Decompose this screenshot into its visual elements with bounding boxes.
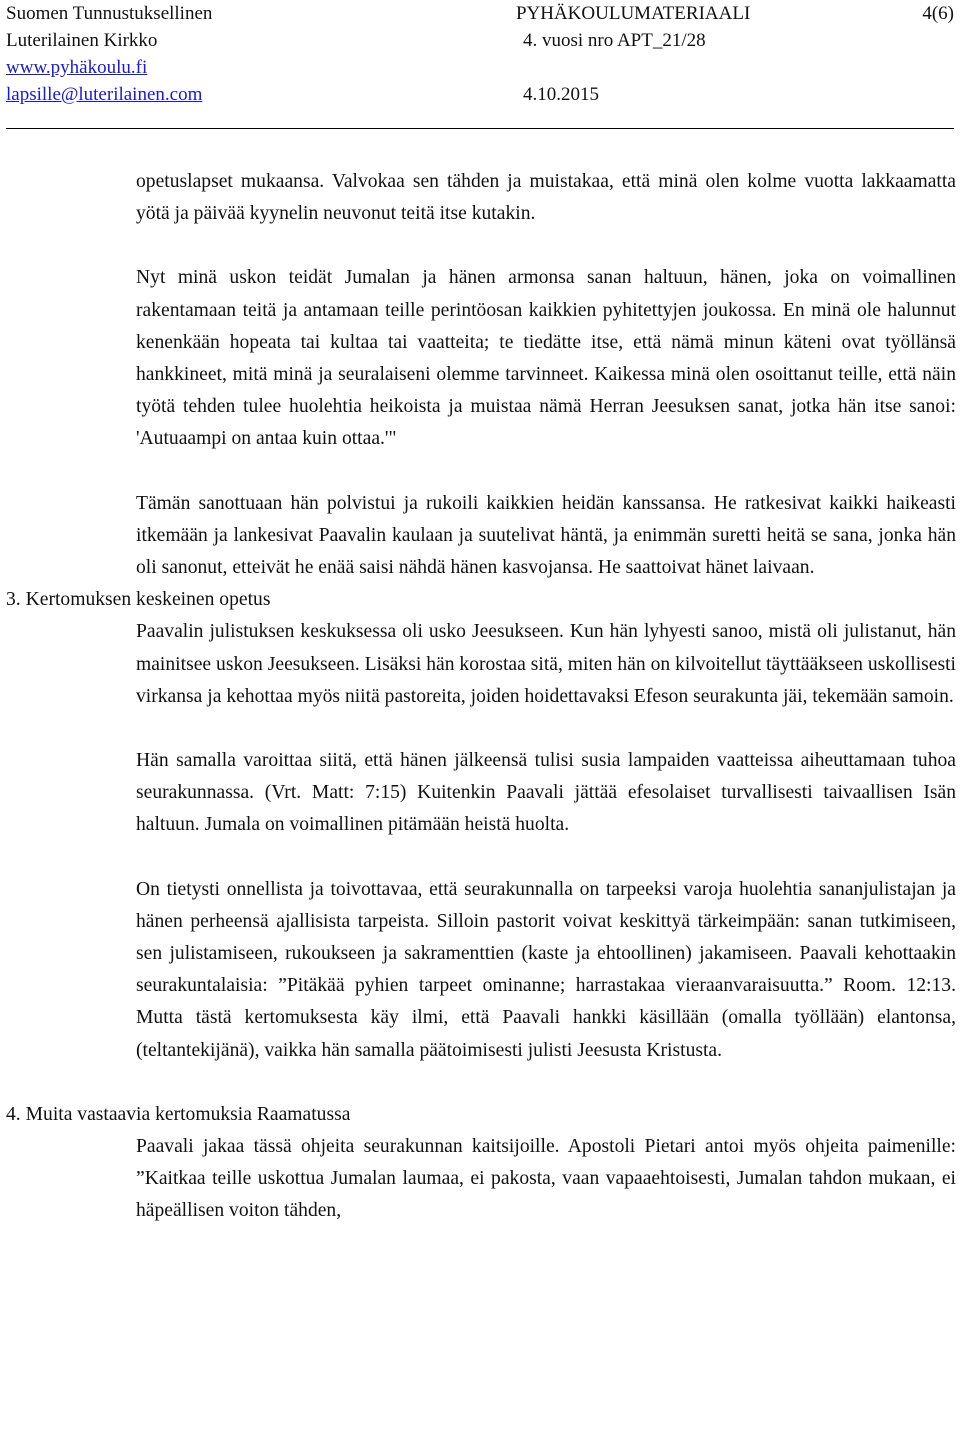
email-link[interactable]: lapsille@luterilainen.com [6, 84, 203, 105]
paragraph: Paavali jakaa tässä ohjeita seurakunnan kaitsijoille. Apostoli Pietari antoi myös ohjeita paimenille: ”Kaitkaa teille uskottua Jumalan laumaa, ei pakosta, vaan vapaaehtoisesti, Jumalan tahdon mukaan, ei häpeällisen voiton tähden, [136, 1136, 956, 1222]
header-row-3 [6, 54, 954, 81]
header-row-1 [6, 0, 954, 27]
page-number: 4(6) [922, 3, 954, 24]
section-heading-3: 3. Kertomuksen keskeinen opetus [6, 589, 271, 611]
org-name-line1: Suomen Tunnustuksellinen [6, 3, 213, 24]
paragraph: Hän samalla varoittaa siitä, että hänen jälkeensä tulisi susia lampaiden vaatteissa aiheuttamaan tuhoa seurakunnassa. (Vrt. Matt: 7:15) Kuitenkin Paavali jättää efesolaiset turvallisesti taivaallisen Isän haltuun. Jumala on voimallinen pitämään heistä huolta. [136, 750, 956, 836]
section-heading-4: 4. Muita vastaavia kertomuksia Raamatussa [6, 1103, 351, 1125]
paragraph: Nyt minä uskon teidät Jumalan ja hänen armonsa sanan haltuun, hänen, joka on voimallinen rakentamaan teitä ja antamaan teille perintöosan kaikkien pyhitettyjen joukossa. En minä ole halunnut kenenkään hopeata tai kultaa tai vaatteita; te tiedätte itse, että nämä minun käteni ovat työllänsä hankkineet, mitä minä ja seuralaiseni olemme tarvinneet. Kaikessa minä olen osoittanut teille, että näin työtä tehden tulee huolehtia heikoista ja muistaa nämä Herran Jeesuksen sanat, jotka hän itse sanoi: 'Autuaampi on antaa kuin ottaa.'" [136, 267, 956, 450]
header-divider [6, 128, 954, 129]
paragraph: opetuslapset mukaansa. Valvokaa sen tähden ja muistakaa, että minä olen kolme vuotta lakkaamatta yötä ja päivää kyynelin neuvonut teitä itse kutakin. [136, 171, 956, 225]
paragraph: Paavalin julistuksen keskuksessa oli usko Jeesukseen. Kun hän lyhyesti sanoo, mistä oli julistanut, hän mainitsee uskon Jeesukseen. Lisäksi hän korostaa sitä, miten hän on kilvoitellut täyttääkseen uskollisesti virkansa ja kehottaa myös niitä pastoreita, joiden hoidettavaksi Efeson seurakunta jäi, tekemään samoin. [136, 621, 956, 707]
document-subtitle: 4. vuosi nro APT_21/28 [523, 30, 706, 51]
org-name-line2: Luterilainen Kirkko [6, 30, 158, 51]
document-title: PYHÄKOULUMATERIAALI [515, 3, 751, 24]
header-row-4 [6, 81, 954, 108]
document-date: 4.10.2015 [523, 84, 599, 105]
website-link[interactable]: www.pyhäkoulu.fi [6, 57, 148, 78]
paragraph: On tietysti onnellista ja toivottavaa, että seurakunnalla on tarpeeksi varoja huolehtia sananjulistajan ja hänen perheensä ajallisista tarpeista. Silloin pastorit voivat keskittyä tärkeimpään: sanan tutkimiseen, sen julistamiseen, rukoukseen ja sakramenttien (kaste ja ehtoollinen) jakamiseen. Paavali kehottaakin seurakuntalaisia: ”Pitäkää pyhien tarpeet ominanne; harrastakaa vieraanvaraisuutta.” Room. 12:13. Mutta tästä kertomuksesta käy ilmi, että Paavali hankki käsillään (omalla työllään) elantonsa, (teltantekijänä), vaikka hän samalla päätoimisesti julisti Jeesusta Kristusta. [136, 878, 956, 1061]
document-body [0, 166, 960, 1228]
paragraph: Tämän sanottuaan hän polvistui ja rukoili kaikkien heidän kanssansa. He ratkesivat kaikki haikeasti itkemään ja lankesivat Paavalin kaulaan ja suutelivat häntä, ja enimmän suretti heitä se sana, jonka hän oli sanonut, etteivät he enää saisi nähdä hänen kasvojansa. He saattoivat hänet laivaan. [136, 492, 956, 579]
header-row-2 [6, 27, 954, 54]
page-header [6, 0, 954, 108]
